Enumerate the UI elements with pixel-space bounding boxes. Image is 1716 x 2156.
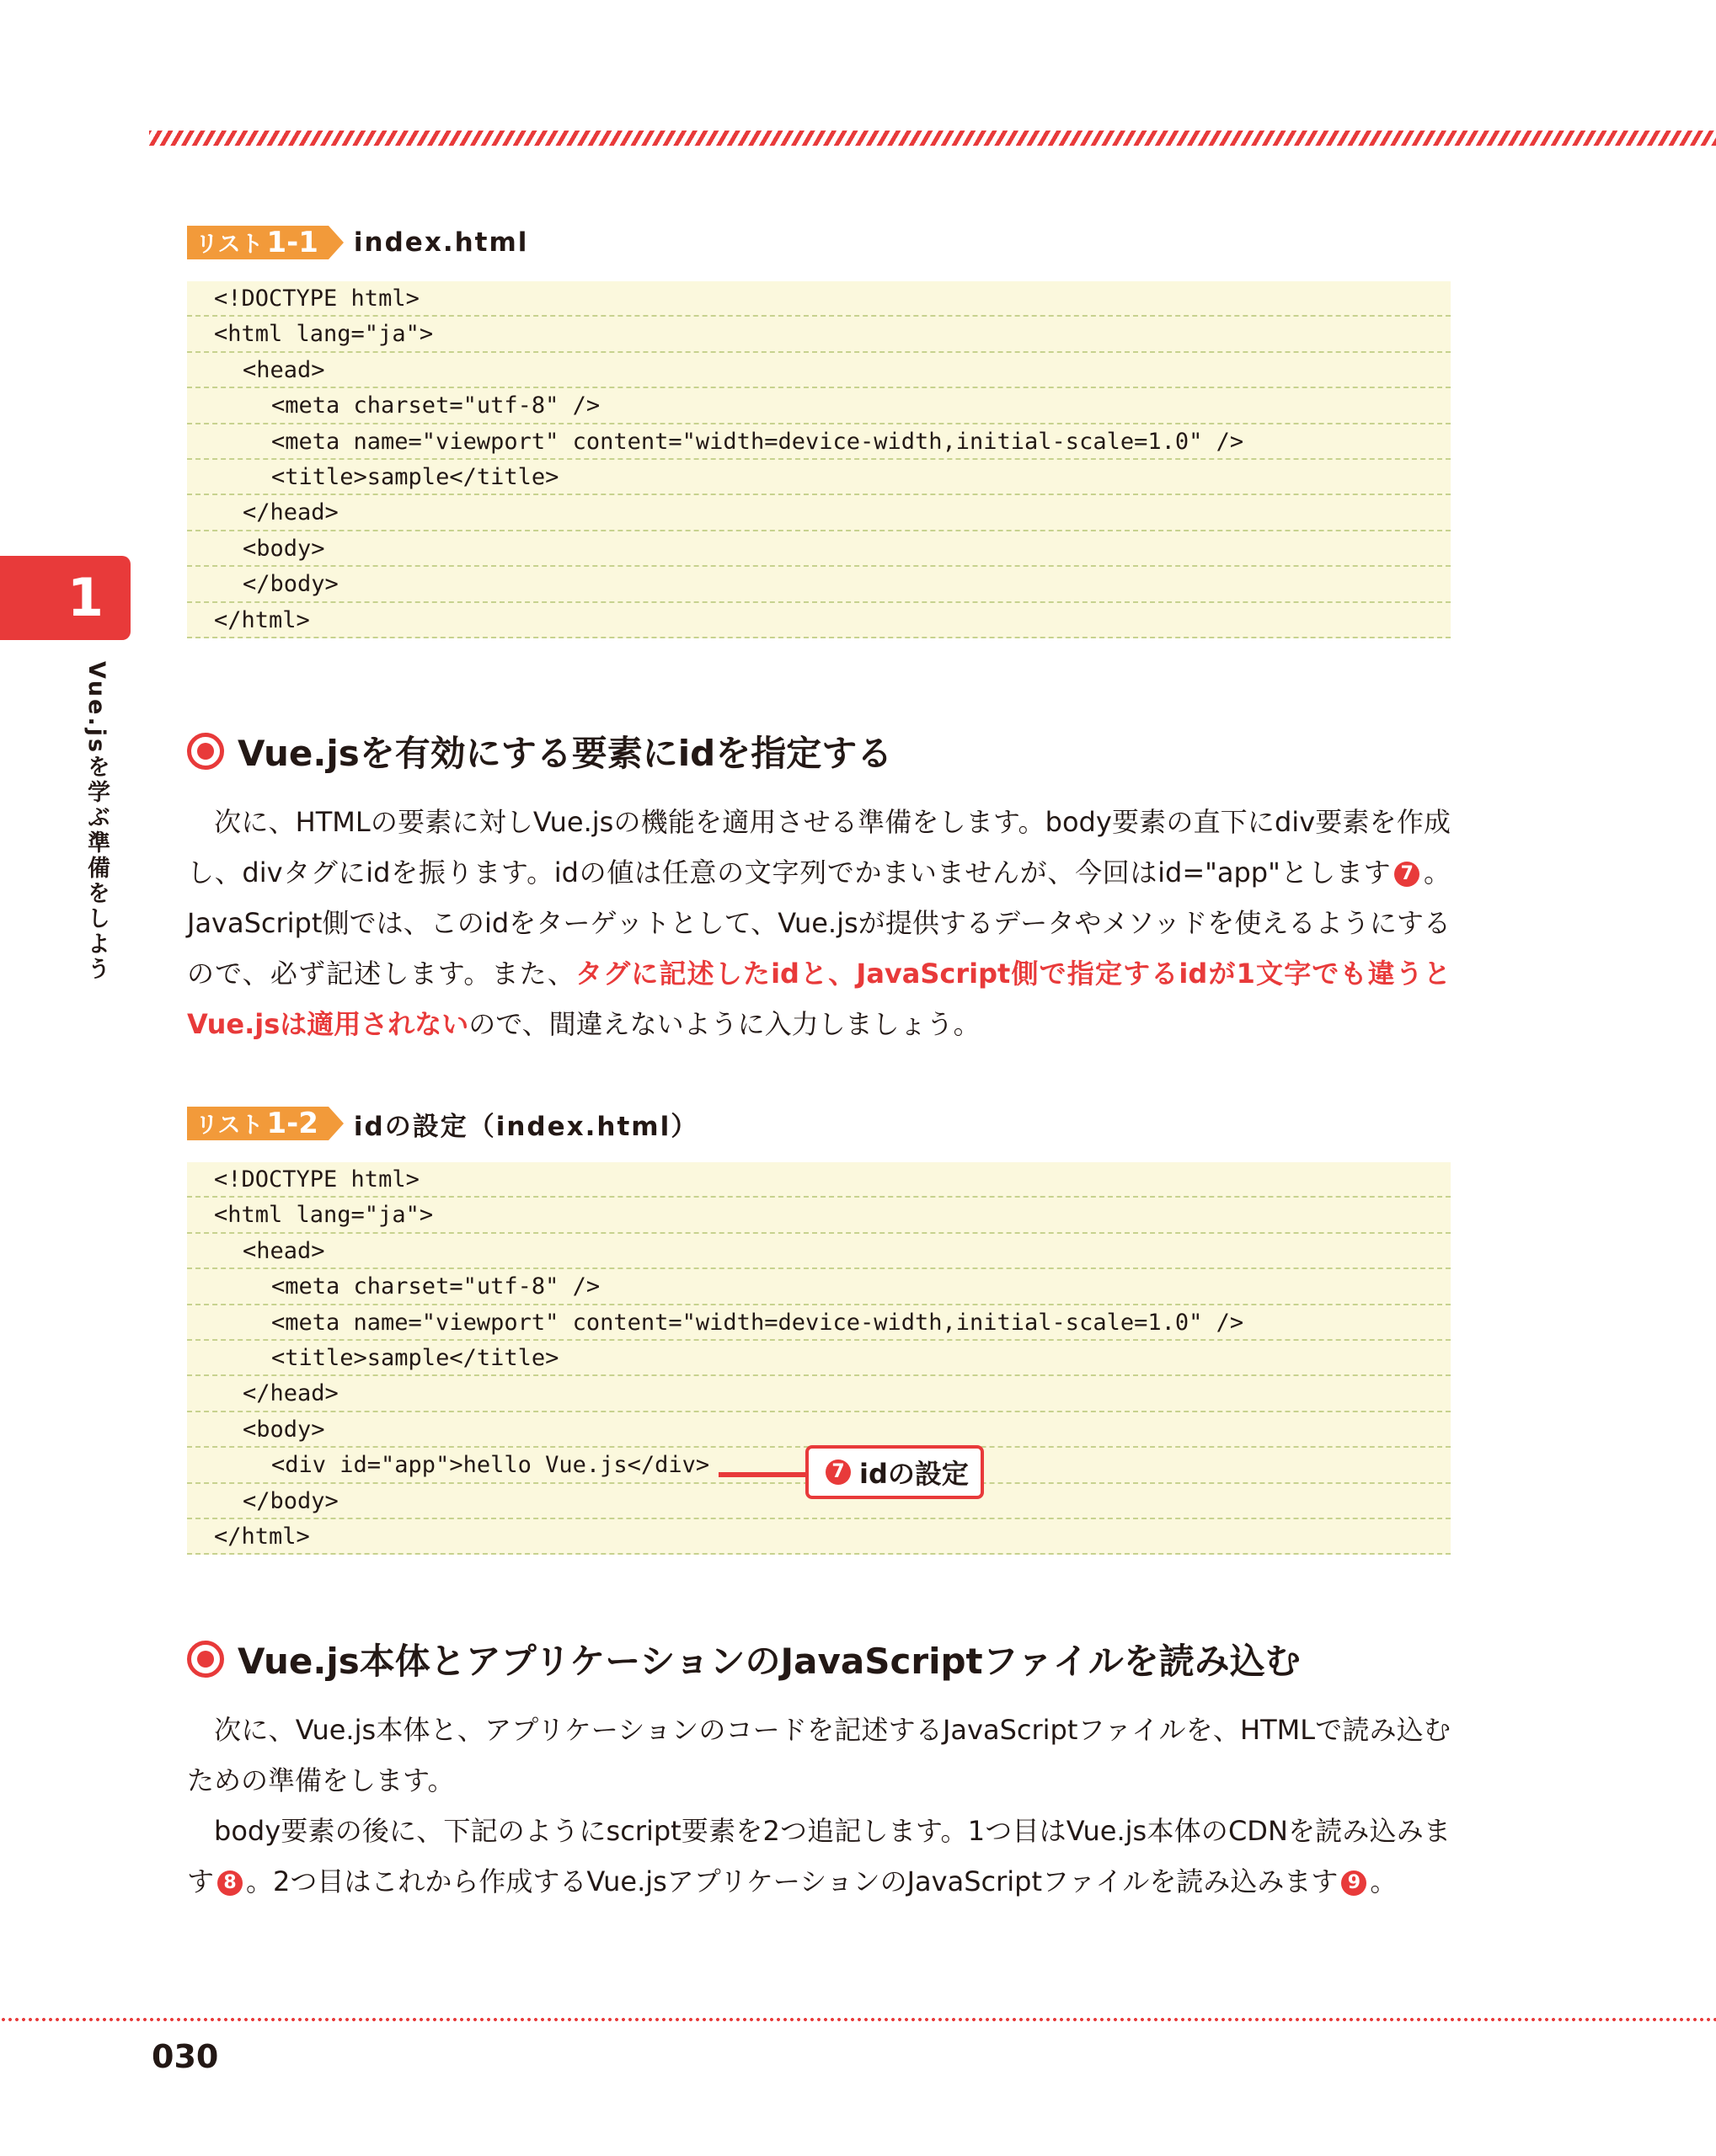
callout-connector — [719, 1472, 807, 1477]
code-line: <head> — [187, 1234, 1451, 1269]
paragraph-text: 。2つ目はこれから作成するVue.jsアプリケーションのJavaScriptファイルを読み込みます — [246, 1865, 1339, 1897]
section-heading-2 — [187, 1634, 1301, 1684]
section-2-paragraph-2 — [187, 1806, 1451, 1907]
code-block-list-1-1 — [187, 281, 1451, 638]
list-tag — [187, 226, 329, 259]
code-line: <head> — [187, 353, 1451, 388]
header-hatch-bar — [149, 131, 1716, 146]
list-tag-text: リスト — [195, 232, 264, 258]
code-line: <!DOCTYPE html> — [187, 1162, 1451, 1198]
code-line: </body> — [187, 567, 1451, 602]
callout-id-setting — [805, 1445, 984, 1499]
code-line: </html> — [187, 603, 1451, 638]
list-title: index.html — [353, 227, 529, 258]
marker-8-icon: 8 — [217, 1870, 243, 1896]
emphasis-text: タグに記述したidと、JavaScript側で指定するidが1文字でも違うとVue.jsは適用されない — [187, 958, 1451, 1040]
callout-label: idの設定 — [859, 1458, 969, 1490]
bullseye-icon — [187, 1641, 224, 1678]
code-line: <title>sample</title> — [187, 460, 1451, 495]
section-heading-1 — [187, 726, 892, 776]
list-1-1-label — [187, 226, 528, 259]
paragraph-text: ので、間違えないように入力しましょう。 — [468, 1008, 981, 1040]
code-line: <html lang="ja"> — [187, 1198, 1451, 1233]
page-number: 030 — [152, 2038, 219, 2075]
chapter-title-vertical: Vue.jsを学ぶ準備をしよう — [83, 661, 110, 983]
paragraph-text: 。 — [1370, 1865, 1398, 1897]
code-line: </body> — [187, 1484, 1451, 1519]
code-line: <div id="app">hello Vue.js</div> — [187, 1448, 1451, 1483]
list-tag — [187, 1107, 329, 1140]
code-line: <!DOCTYPE html> — [187, 281, 1451, 317]
list-tag-text: リスト — [195, 1113, 264, 1139]
chapter-tab — [0, 556, 131, 640]
code-line: </html> — [187, 1519, 1451, 1555]
section-heading-text: Vue.jsを有効にする要素にidを指定する — [238, 733, 893, 774]
code-line: </head> — [187, 495, 1451, 531]
marker-9-icon: 9 — [1341, 1870, 1366, 1896]
code-line: <meta name="viewport" content="width=device-width,initial-scale=1.0" /> — [187, 1305, 1451, 1341]
code-line: <title>sample</title> — [187, 1341, 1451, 1376]
code-line: <meta charset="utf-8" /> — [187, 388, 1451, 424]
code-line: <meta name="viewport" content="width=device-width,initial-scale=1.0" /> — [187, 424, 1451, 460]
list-tag-number: 1-1 — [266, 226, 318, 259]
footer-dotted-rule — [0, 2018, 1716, 2021]
section-1-paragraph — [187, 797, 1451, 1049]
section-heading-text: Vue.js本体とアプリケーションのJavaScriptファイルを読み込む — [238, 1641, 1301, 1682]
section-2-paragraph-1 — [187, 1705, 1451, 1806]
code-line: <body> — [187, 1412, 1451, 1448]
code-line: <html lang="ja"> — [187, 317, 1451, 352]
list-title: idの設定（index.html） — [353, 1111, 699, 1142]
chapter-number: 1 — [67, 567, 104, 628]
paragraph-text: 次に、Vue.js本体と、アプリケーションのコードを記述するJavaScriptファイルを、HTMLで読み込むための準備をします。 — [187, 1714, 1451, 1796]
list-tag-number: 1-2 — [266, 1107, 318, 1140]
code-line: <body> — [187, 531, 1451, 567]
code-line: <meta charset="utf-8" /> — [187, 1269, 1451, 1305]
paragraph-text: body要素の後に、下記のようにscript要素を2つ追記します。1つ目はVue.js本体のCDNを読み込みます — [187, 1815, 1451, 1897]
marker-7-icon: 7 — [826, 1460, 851, 1485]
code-line: </head> — [187, 1376, 1451, 1412]
marker-7-icon: 7 — [1394, 862, 1419, 887]
list-1-2-label — [187, 1107, 698, 1140]
paragraph-text: 次に、HTMLの要素に対しVue.jsの機能を適用させる準備をします。body要素の直下にdiv要素を作成し、divタグにidを振ります。idの値は任意の文字列でかまいませんが、今回はid="app"とします — [187, 806, 1451, 889]
paragraph-text: 。JavaScript側では、このidをターゲットとして、Vue.jsが提供するデータやメソッドを使えるようにするので、必ず記述します。また、 — [187, 857, 1451, 990]
bullseye-icon — [187, 733, 224, 770]
